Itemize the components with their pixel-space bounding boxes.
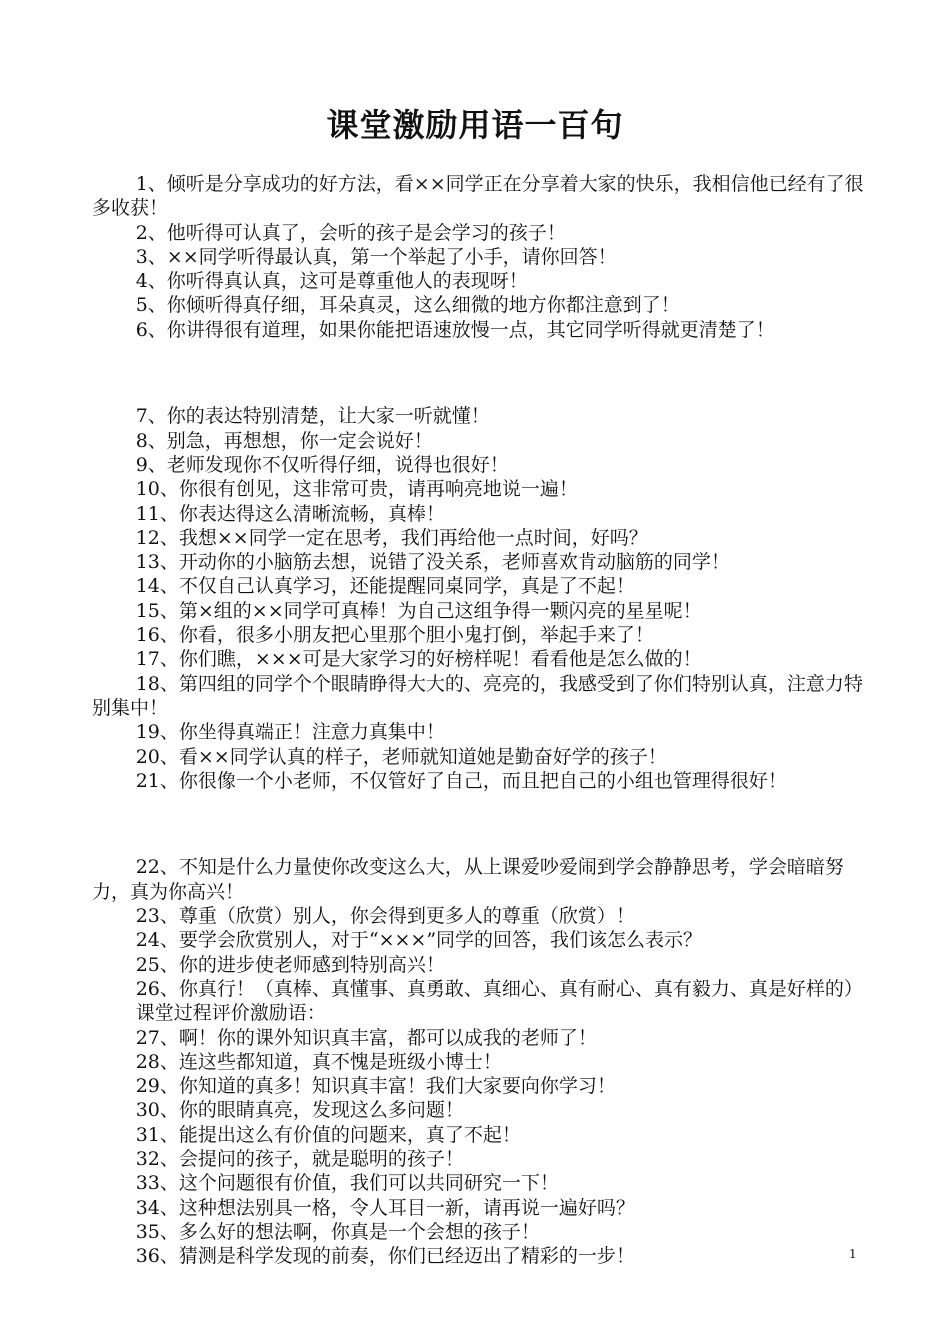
paragraph: 5、你倾听得真仔细，耳朵真灵，这么细微的地方你都注意到了！ [135, 294, 680, 317]
paragraph: 32、会提问的孩子，就是聪明的孩子！ [135, 1147, 464, 1170]
paragraph: 1、倾听是分享成功的好方法，看××同学正在分享着大家的快乐，我相信他已经有了很多收获！ [92, 173, 864, 220]
paragraph: 10、你很有创见，这非常可贵，请再响亮地说一遍！ [135, 478, 578, 501]
paragraph: 21、你很像一个小老师，不仅管好了自己，而且把自己的小组也管理得很好！ [135, 769, 787, 792]
paragraph: 2、他听得可认真了，会听的孩子是会学习的孩子！ [135, 221, 566, 244]
paragraph: 14、不仅自己认真学习，还能提醒同桌同学，真是了不起！ [135, 575, 635, 598]
paragraph: 31、能提出这么有价值的问题来，真了不起！ [135, 1123, 521, 1146]
blank-line [92, 361, 864, 385]
paragraph: 22、不知是什么力量使你改变这么大，从上课爱吵爱闹到学会静静思考，学会暗暗努力，真为你高兴！ [92, 856, 844, 903]
paragraph: 24、要学会欣赏别人，对于“×××”同学的回答，我们该怎么表示？ [135, 929, 703, 952]
paragraph: 35、多么好的想法啊，你真是一个会想的孩子！ [135, 1220, 540, 1243]
paragraph: 34、这种想法别具一格，令人耳目一新，请再说一遍好吗？ [135, 1196, 635, 1219]
paragraph: 9、老师发现你不仅听得仔细，说得也很好！ [135, 453, 509, 476]
blank-line [92, 812, 864, 836]
paragraph: 28、连这些都知道，真不愧是班级小博士！ [135, 1050, 502, 1073]
paragraph: 课堂过程评价激励语： [135, 1002, 326, 1025]
paragraph: 6、你讲得很有道理，如果你能把语速放慢一点，其它同学听得就更清楚了！ [135, 318, 775, 341]
paragraph: 23、尊重（欣赏）别人，你会得到更多人的尊重（欣赏）！ [135, 905, 635, 928]
paragraph: 29、你知道的真多！知识真丰富！我们大家要向你学习！ [135, 1075, 616, 1098]
paragraph: 27、啊！你的课外知识真丰富，都可以成我的老师了！ [135, 1026, 597, 1049]
paragraph: 11、你表达得这么清晰流畅，真棒！ [135, 502, 445, 525]
paragraph: 19、你坐得真端正！注意力真集中！ [135, 721, 445, 744]
paragraph: 4、你听得真认真，这可是尊重他人的表现呀！ [135, 270, 528, 293]
paragraph: 8、别急，再想想，你一定会说好！ [135, 429, 433, 452]
document-body [92, 172, 864, 1268]
paragraph: 33、这个问题很有价值，我们可以共同研究一下！ [135, 1172, 559, 1195]
paragraph: 3、××同学听得最认真，第一个举起了小手，请你回答！ [135, 245, 617, 268]
paragraph: 15、第×组的××同学可真棒！为自己这组争得一颗闪亮的星星呢！ [135, 599, 702, 622]
paragraph: 17、你们瞧，×××可是大家学习的好榜样呢！看看他是怎么做的！ [135, 648, 702, 671]
paragraph: 26、你真行！（真棒、真懂事、真勇敢、真细心、真有耐心、真有毅力、真是好样的） [135, 977, 863, 1000]
page-number: 1 [849, 1247, 857, 1261]
paragraph: 18、第四组的同学个个眼睛睁得大大的、亮亮的，我感受到了你们特别认真，注意力特别集中！ [92, 672, 863, 719]
paragraph: 20、看××同学认真的样子，老师就知道她是勤奋好学的孩子！ [135, 745, 667, 768]
paragraph: 7、你的表达特别清楚，让大家一听就懂！ [135, 405, 490, 428]
paragraph: 12、我想××同学一定在思考，我们再给他一点时间，好吗？ [135, 526, 648, 549]
document-title: 课堂激励用语一百句 [326, 106, 624, 144]
paragraph: 13、开动你的小脑筋去想，说错了没关系，老师喜欢肯动脑筋的同学！ [135, 551, 730, 574]
paragraph: 16、你看，很多小朋友把心里那个胆小鬼打倒，举起手来了！ [135, 624, 654, 647]
paragraph: 30、你的眼睛真亮，发现这么多问题！ [135, 1099, 464, 1122]
paragraph: 36、猜测是科学发现的前奏，你们已经迈出了精彩的一步！ [135, 1245, 635, 1268]
paragraph: 25、你的进步使老师感到特别高兴！ [135, 953, 445, 976]
